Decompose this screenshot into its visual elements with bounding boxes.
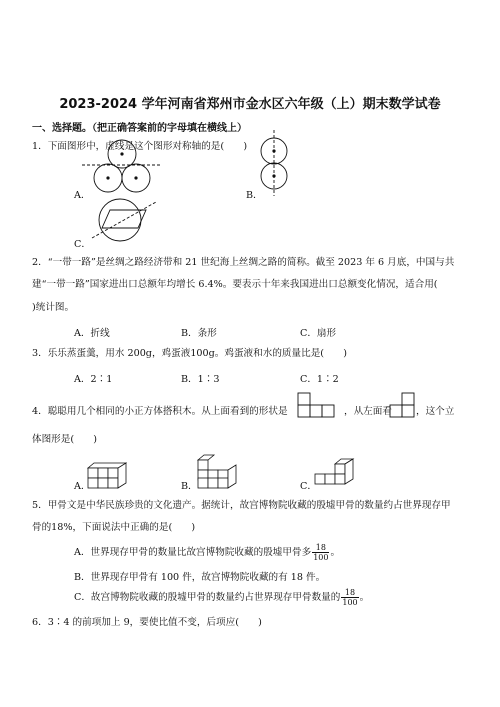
fraction-18-100: $\frac{18}{100}$ bbox=[313, 543, 329, 562]
question-3-stem: 3．乐乐蒸蛋羹，用水 200g，鸡蛋液100g。鸡蛋液和水的质量比是( ) bbox=[32, 348, 347, 359]
q2-option-a: A．折线 bbox=[74, 328, 110, 339]
left-view-figure bbox=[389, 393, 419, 419]
question-4-stem-b: ，从左面看 bbox=[344, 406, 392, 417]
q3-option-a: A．2∶1 bbox=[74, 374, 113, 385]
question-6-stem: 6．3∶4 的前项加上 9，要使比值不变，后项应( ) bbox=[32, 617, 262, 628]
q4-option-c-figure bbox=[313, 456, 361, 488]
q5-option-c: C．故宫博物院收藏的殷墟甲骨的数量约占世界现存甲骨数量的 $\frac{18}{100}$ 。 bbox=[74, 588, 370, 607]
question-5-line2: 骨的18%，下面说法中正确的是( ) bbox=[32, 522, 196, 533]
q4-option-b-label: B． bbox=[181, 481, 198, 492]
question-2-line1: 2．“一带一路”是丝绸之路经济带和 21 世纪海上丝绸之路的简称。截至 2023 年 6 月底，中国与共 bbox=[32, 257, 455, 268]
q3-option-b: B．1∶3 bbox=[181, 374, 220, 385]
q1-option-c-label: C． bbox=[74, 239, 91, 250]
figure-parallelogram-in-circle bbox=[90, 198, 160, 248]
question-4-line2: 体图形是( ) bbox=[32, 434, 98, 445]
q5-option-a-text: A．世界现存甲骨的数量比故宫博物院收藏的殷墟甲骨多 bbox=[74, 547, 312, 558]
q4-option-a-label: A． bbox=[74, 481, 91, 492]
question-2-line2: 建“一带一路”国家进出口总额年均增长 6.4%。要表示十年来我国进出口总额变化情况，适合用( bbox=[32, 279, 438, 290]
q2-option-c: C．扇形 bbox=[300, 328, 337, 339]
figure-two-circles-vertical bbox=[258, 134, 298, 204]
q5-option-a: A．世界现存甲骨的数量比故宫博物院收藏的殷墟甲骨多 $\frac{18}{100}$ 。 bbox=[74, 543, 341, 562]
page-title: 2023-2024 学年河南省郑州市金水区六年级（上）期末数学试卷 bbox=[59, 97, 441, 112]
figure-three-circles bbox=[88, 134, 168, 204]
q5-option-b: B．世界现存甲骨有 100 件，故宫博物院收藏的有 18 件。 bbox=[74, 572, 326, 583]
q1-option-a-label: A． bbox=[74, 190, 91, 201]
fraction-18-100: $\frac{18}{100}$ bbox=[342, 588, 358, 607]
top-view-figure bbox=[297, 393, 343, 419]
q4-option-a-figure bbox=[86, 456, 134, 488]
q3-option-c: C．1∶2 bbox=[300, 374, 339, 385]
q5-option-c-text: C．故宫博物院收藏的殷墟甲骨的数量约占世界现存甲骨数量的 bbox=[74, 592, 341, 603]
q2-option-b: B．条形 bbox=[181, 328, 217, 339]
question-4-stem-a: 4．聪聪用几个相同的小正方体搭积木。从上面看到的形状是 bbox=[32, 406, 288, 417]
question-2-line3: )统计图。 bbox=[32, 302, 75, 313]
question-4-stem-c: ，这个立 bbox=[416, 406, 455, 417]
question-5-line1: 5．甲骨文是中华民族珍贵的文化遗产。据统计，故宫博物院收藏的殷墟甲骨的数量约占世界现存甲 bbox=[32, 500, 451, 511]
q4-option-c-label: C． bbox=[300, 481, 317, 492]
section-heading: 一、选择题。（把正确答案前的字母填在横线上） bbox=[32, 123, 247, 134]
q1-option-b-label: B． bbox=[246, 190, 263, 201]
question-1-stem: 1．下面图形中，虚线是这个图形对称轴的是( ) bbox=[32, 141, 248, 152]
q4-option-b-figure bbox=[196, 452, 244, 488]
